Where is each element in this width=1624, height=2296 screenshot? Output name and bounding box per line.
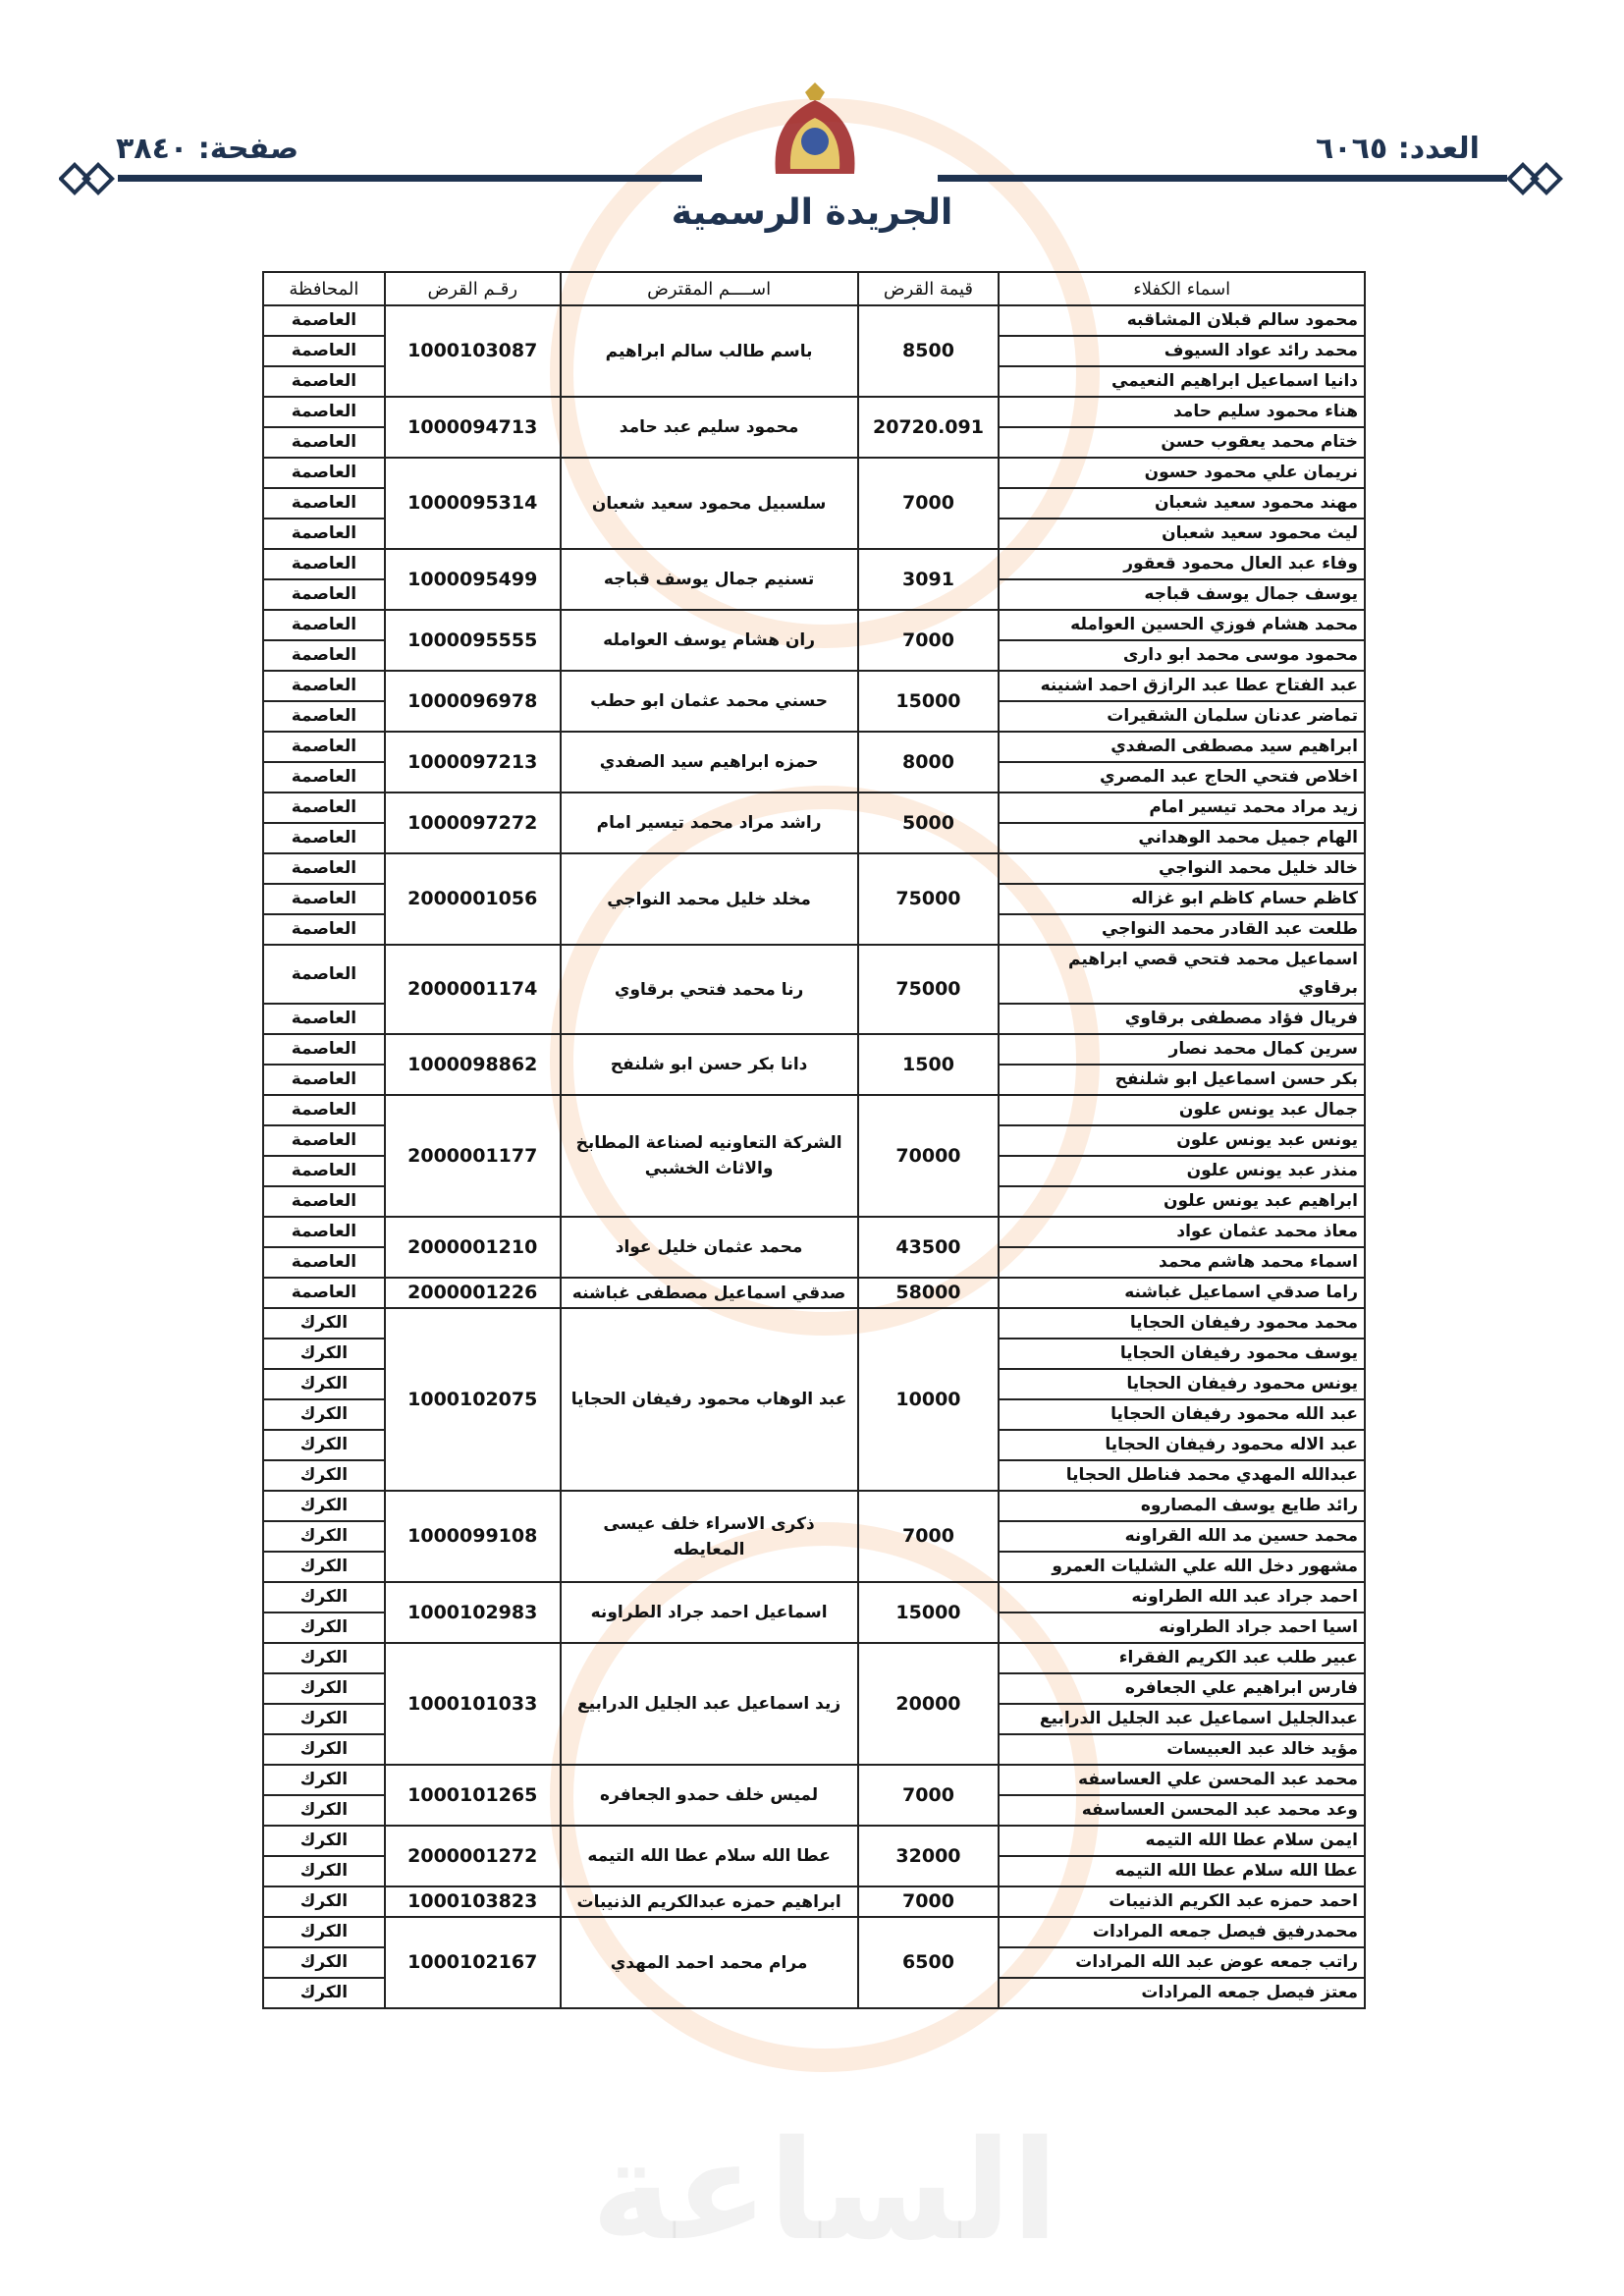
guarantor-name: الهام جميل محمد الوهداني	[999, 823, 1365, 853]
guarantor-name: خالد خليل محمد النواجي	[999, 853, 1365, 884]
governorate: الكرك	[263, 1339, 385, 1369]
loan-amount: 43500	[858, 1217, 1000, 1278]
borrower-name: حسني محمد عثمان ابو حطب	[561, 671, 858, 732]
guarantor-name: مهند محمود سعيد شعبان	[999, 488, 1365, 519]
col-amount: قيمة القرض	[858, 272, 1000, 305]
col-guarantors: اسماء الكفلاء	[999, 272, 1365, 305]
loan-number: 1000102983	[385, 1582, 561, 1643]
guarantor-name: عطا الله سلام عطا الله التيمه	[999, 1856, 1365, 1886]
governorate: العاصمة	[263, 853, 385, 884]
guarantor-name: ابراهيم عبد يونس علون	[999, 1186, 1365, 1217]
table-row	[263, 549, 1365, 579]
governorate: العاصمة	[263, 488, 385, 519]
borrower-name: رنا محمد فتحي برقاوي	[561, 945, 858, 1034]
loan-amount: 5000	[858, 793, 1000, 853]
borrower-name: محمود سليم عبد حامد	[561, 397, 858, 458]
governorate: العاصمة	[263, 1065, 385, 1095]
borrower-name: مخلد خليل محمد النواجي	[561, 853, 858, 945]
loan-amount: 8000	[858, 732, 1000, 793]
table-row	[263, 671, 1365, 701]
governorate: العاصمة	[263, 427, 385, 458]
guarantor-name: فارس ابراهيم علي الجعافره	[999, 1673, 1365, 1704]
guarantor-name: محمود موسى محمد ابو دارى	[999, 640, 1365, 671]
guarantor-name: رائد طايع يوسف المصاروه	[999, 1491, 1365, 1521]
borrower-name: سلسبيل محمود سعيد شعبان	[561, 458, 858, 549]
table-row	[263, 793, 1365, 823]
loan-amount: 75000	[858, 945, 1000, 1034]
watermark-text	[511, 2111, 1139, 2271]
knot-ornament-left-icon	[59, 161, 118, 196]
guarantor-name: ليث محمود سعيد شعبان	[999, 519, 1365, 549]
borrower-name: ران هشام يوسف العوامله	[561, 610, 858, 671]
loan-amount: 1500	[858, 1034, 1000, 1095]
loan-amount: 7000	[858, 610, 1000, 671]
governorate: الكرك	[263, 1643, 385, 1673]
guarantor-name: يونس محمود رفيفان الحجايا	[999, 1369, 1365, 1399]
guarantor-name: كاظم حسام كاظم ابو غزاله	[999, 884, 1365, 914]
borrower-name: تسنيم جمال يوسف قباجه	[561, 549, 858, 610]
governorate: العاصمة	[263, 366, 385, 397]
loan-number: 2000001056	[385, 853, 561, 945]
guarantor-name: جمال عبد يونس علون	[999, 1095, 1365, 1125]
governorate: الكرك	[263, 1521, 385, 1552]
loans-table	[262, 271, 1366, 2009]
loan-amount: 58000	[858, 1278, 1000, 1308]
guarantor-name: وفاء عبد العال محمود قعقور	[999, 549, 1365, 579]
loan-number: 2000001210	[385, 1217, 561, 1278]
watermark-word: الساعة	[590, 2111, 1059, 2271]
guarantor-name: احمد جراد عبد الله الطراونه	[999, 1582, 1365, 1613]
guarantor-name: يوسف جمال يوسف قباجه	[999, 579, 1365, 610]
governorate: العاصمة	[263, 1278, 385, 1308]
guarantor-name: اخلاص فتحي الحاج عبد المصري	[999, 762, 1365, 793]
guarantor-name: محمد حسين مد الله القراونه	[999, 1521, 1365, 1552]
guarantor-name: عبدالله المهدي محمد فناطل الحجايا	[999, 1460, 1365, 1491]
guarantor-name: ابراهيم سيد مصطفى الصفدي	[999, 732, 1365, 762]
table-row	[263, 1217, 1365, 1247]
governorate: العاصمة	[263, 519, 385, 549]
table-row	[263, 397, 1365, 427]
governorate: العاصمة	[263, 1247, 385, 1278]
issue-number: العدد: ٦٠٦٥	[1316, 132, 1480, 166]
guarantor-name: محمد محمود رفيفان الحجايا	[999, 1308, 1365, 1339]
guarantor-name: تماضر عدنان سلمان الشقيرات	[999, 701, 1365, 732]
guarantor-name: عبد الله محمود رفيفان الحجايا	[999, 1399, 1365, 1430]
guarantor-name: فريال فؤاد مصطفى برقاوي	[999, 1004, 1365, 1034]
table-row	[263, 853, 1365, 884]
header-rule-right	[938, 175, 1507, 182]
guarantor-name: يوسف محمود رفيفان الحجايا	[999, 1339, 1365, 1369]
governorate: الكرك	[263, 1673, 385, 1704]
governorate: الكرك	[263, 1582, 385, 1613]
governorate: العاصمة	[263, 1034, 385, 1065]
table-row	[263, 1278, 1365, 1308]
governorate: العاصمة	[263, 397, 385, 427]
guarantor-name: بكر حسن اسماعيل ابو شلنفح	[999, 1065, 1365, 1095]
table-row	[263, 1886, 1365, 1917]
borrower-name: مرام محمد احمد المهدي	[561, 1917, 858, 2008]
loan-number: 1000101265	[385, 1765, 561, 1826]
guarantor-name: محمد عبد المحسن علي العساسفه	[999, 1765, 1365, 1795]
guarantor-name: معتز فيصل جمعه المرادات	[999, 1978, 1365, 2008]
col-borrower: اســــم المقترض	[561, 272, 858, 305]
guarantor-name: عبير طلب عبد الكريم الفقراء	[999, 1643, 1365, 1673]
borrower-name: صدقي اسماعيل مصطفى غباشنه	[561, 1278, 858, 1308]
guarantor-name: هناء محمود سليم حامد	[999, 397, 1365, 427]
governorate: الكرك	[263, 1460, 385, 1491]
governorate: العاصمة	[263, 671, 385, 701]
guarantor-name: راما صدقي اسماعيل غباشنه	[999, 1278, 1365, 1308]
governorate: العاصمة	[263, 701, 385, 732]
guarantor-name: طلعت عبد القادر محمد النواجي	[999, 914, 1365, 945]
knot-ornament-right-icon	[1507, 161, 1566, 196]
governorate: العاصمة	[263, 458, 385, 488]
guarantor-name: وعد محمد عبد المحسن العساسفه	[999, 1795, 1365, 1826]
governorate: العاصمة	[263, 1186, 385, 1217]
borrower-name: ابراهيم حمزه عبدالكريم الذنيبات	[561, 1886, 858, 1917]
governorate: الكرك	[263, 1765, 385, 1795]
table-row	[263, 1095, 1365, 1125]
loan-amount: 6500	[858, 1917, 1000, 2008]
guarantor-name: ايمن سلام عطا الله التيمه	[999, 1826, 1365, 1856]
loan-number: 1000102075	[385, 1308, 561, 1491]
governorate: العاصمة	[263, 1095, 385, 1125]
guarantor-name: محمد هشام فوزي الحسين العوامله	[999, 610, 1365, 640]
loan-number: 1000097272	[385, 793, 561, 853]
guarantor-name: يونس عبد يونس علون	[999, 1125, 1365, 1156]
loan-number: 2000001174	[385, 945, 561, 1034]
governorate: العاصمة	[263, 1004, 385, 1034]
table-row	[263, 610, 1365, 640]
borrower-name: عبد الوهاب محمود رفيفان الحجايا	[561, 1308, 858, 1491]
governorate: العاصمة	[263, 793, 385, 823]
borrower-name: باسم طالب سالم ابراهيم	[561, 305, 858, 397]
governorate: العاصمة	[263, 945, 385, 1004]
guarantor-name: محمود سالم قبلان المشاقبه	[999, 305, 1365, 336]
governorate: العاصمة	[263, 549, 385, 579]
governorate: العاصمة	[263, 640, 385, 671]
table-row	[263, 1034, 1365, 1065]
governorate: العاصمة	[263, 762, 385, 793]
governorate: الكرك	[263, 1491, 385, 1521]
loan-number: 2000001177	[385, 1095, 561, 1217]
loan-amount: 3091	[858, 549, 1000, 610]
borrower-name: ذكرى الاسراء خلف عيسى المعايطه	[561, 1491, 858, 1582]
borrower-name: دانا بكر حسن ابو شلنفح	[561, 1034, 858, 1095]
governorate: الكرك	[263, 1826, 385, 1856]
governorate: الكرك	[263, 1917, 385, 1947]
borrower-name: اسماعيل احمد جراد الطراونه	[561, 1582, 858, 1643]
guarantor-name: محمدرفيق فيصل جمعه المرادات	[999, 1917, 1365, 1947]
table-row	[263, 945, 1365, 1004]
guarantor-name: اسيا احمد جراد الطراونه	[999, 1613, 1365, 1643]
guarantor-name: اسماعيل محمد فتحي قصي ابراهيم برقاوي	[999, 945, 1365, 1004]
loan-amount: 7000	[858, 1765, 1000, 1826]
page-number: صفحة: ٣٨٤٠	[116, 132, 299, 166]
guarantor-name: اسماء محمد هاشم محمد	[999, 1247, 1365, 1278]
table-row	[263, 732, 1365, 762]
governorate: الكرك	[263, 1369, 385, 1399]
loan-amount: 7000	[858, 1886, 1000, 1917]
loan-number: 2000001272	[385, 1826, 561, 1886]
governorate: العاصمة	[263, 823, 385, 853]
loan-amount: 75000	[858, 853, 1000, 945]
table-row	[263, 1643, 1365, 1673]
governorate: العاصمة	[263, 610, 385, 640]
governorate: العاصمة	[263, 732, 385, 762]
guarantor-name: مشهور دخل الله علي الشليات العمرو	[999, 1552, 1365, 1582]
guarantor-name: نريمان علي محمود حسون	[999, 458, 1365, 488]
borrower-name: حمزه ابراهيم سيد الصفدي	[561, 732, 858, 793]
loan-number: 1000095555	[385, 610, 561, 671]
header-rule-left	[118, 175, 702, 182]
guarantor-name: مؤيد خالد عبد العبيسات	[999, 1734, 1365, 1765]
governorate: الكرك	[263, 1795, 385, 1826]
borrower-name: عطا الله سلام عطا الله التيمه	[561, 1826, 858, 1886]
governorate: العاصمة	[263, 1125, 385, 1156]
table-row	[263, 1917, 1365, 1947]
guarantor-name: عبدالجليل اسماعيل عبد الجليل الدرابيع	[999, 1704, 1365, 1734]
col-governorate: المحافظة	[263, 272, 385, 305]
guarantor-name: دانيا اسماعيل ابراهيم النعيمي	[999, 366, 1365, 397]
guarantor-name: احمد حمزه عبد الكريم الذنيبات	[999, 1886, 1365, 1917]
loan-number: 1000102167	[385, 1917, 561, 2008]
guarantor-name: راتب جمعه عوض عبد الله المرادات	[999, 1947, 1365, 1978]
loan-amount: 20000	[858, 1643, 1000, 1765]
loan-number: 1000096978	[385, 671, 561, 732]
loan-number: 1000095499	[385, 549, 561, 610]
guarantor-name: زيد مراد محمد تيسير امام	[999, 793, 1365, 823]
loan-amount: 8500	[858, 305, 1000, 397]
governorate: الكرك	[263, 1430, 385, 1460]
governorate: الكرك	[263, 1613, 385, 1643]
loan-number: 1000097213	[385, 732, 561, 793]
loan-amount: 20720.091	[858, 397, 1000, 458]
loan-amount: 10000	[858, 1308, 1000, 1491]
governorate: الكرك	[263, 1886, 385, 1917]
governorate: الكرك	[263, 1947, 385, 1978]
guarantor-name: معاذ محمد عثمان عواد	[999, 1217, 1365, 1247]
loan-number: 1000099108	[385, 1491, 561, 1582]
governorate: العاصمة	[263, 884, 385, 914]
table-row	[263, 1765, 1365, 1795]
table-body	[263, 305, 1365, 2008]
loan-number: 2000001226	[385, 1278, 561, 1308]
loan-amount: 7000	[858, 458, 1000, 549]
governorate: الكرك	[263, 1399, 385, 1430]
loan-amount: 32000	[858, 1826, 1000, 1886]
guarantor-name: عبد الاله محمود رفيفان الحجايا	[999, 1430, 1365, 1460]
guarantor-name: منذر عبد يونس علون	[999, 1156, 1365, 1186]
table-row	[263, 1491, 1365, 1521]
guarantor-name: ختام محمد يعقوب حسن	[999, 427, 1365, 458]
table-row	[263, 1308, 1365, 1339]
governorate: العاصمة	[263, 336, 385, 366]
loan-number: 1000095314	[385, 458, 561, 549]
loan-number: 1000103087	[385, 305, 561, 397]
jordan-coat-of-arms-icon	[761, 81, 869, 189]
governorate: العاصمة	[263, 305, 385, 336]
loan-number: 1000101033	[385, 1643, 561, 1765]
borrower-name: راشد مراد محمد تيسير امام	[561, 793, 858, 853]
loan-amount: 7000	[858, 1491, 1000, 1582]
governorate: العاصمة	[263, 579, 385, 610]
table-row	[263, 305, 1365, 336]
table-row	[263, 1582, 1365, 1613]
governorate: الكرك	[263, 1978, 385, 2008]
loan-number: 1000103823	[385, 1886, 561, 1917]
guarantor-name: سرين كمال محمد نصار	[999, 1034, 1365, 1065]
governorate: العاصمة	[263, 914, 385, 945]
governorate: الكرك	[263, 1704, 385, 1734]
loan-amount: 15000	[858, 1582, 1000, 1643]
governorate: العاصمة	[263, 1156, 385, 1186]
guarantor-name: محمد رائد عواد السيوف	[999, 336, 1365, 366]
table-row	[263, 458, 1365, 488]
table-header-row	[263, 272, 1365, 305]
guarantor-name: عبد الفتاح عطا عبد الرازق احمد اشنينه	[999, 671, 1365, 701]
loan-amount: 70000	[858, 1095, 1000, 1217]
borrower-name: الشركة التعاونيه لصناعة المطابخ والاثاث الخشبي	[561, 1095, 858, 1217]
governorate: الكرك	[263, 1856, 385, 1886]
table-row	[263, 1826, 1365, 1856]
governorate: الكرك	[263, 1734, 385, 1765]
loan-number: 1000094713	[385, 397, 561, 458]
loan-number: 1000098862	[385, 1034, 561, 1095]
col-loan-number: رقـم القرض	[385, 272, 561, 305]
borrower-name: لميس خلف حمدو الجعافره	[561, 1765, 858, 1826]
governorate: العاصمة	[263, 1217, 385, 1247]
borrower-name: محمد عثمان خليل عواد	[561, 1217, 858, 1278]
governorate: الكرك	[263, 1552, 385, 1582]
page-title: الجريدة الرسمية	[671, 192, 953, 233]
loan-amount: 15000	[858, 671, 1000, 732]
governorate: الكرك	[263, 1308, 385, 1339]
borrower-name: زيد اسماعيل عبد الجليل الدرابيع	[561, 1643, 858, 1765]
